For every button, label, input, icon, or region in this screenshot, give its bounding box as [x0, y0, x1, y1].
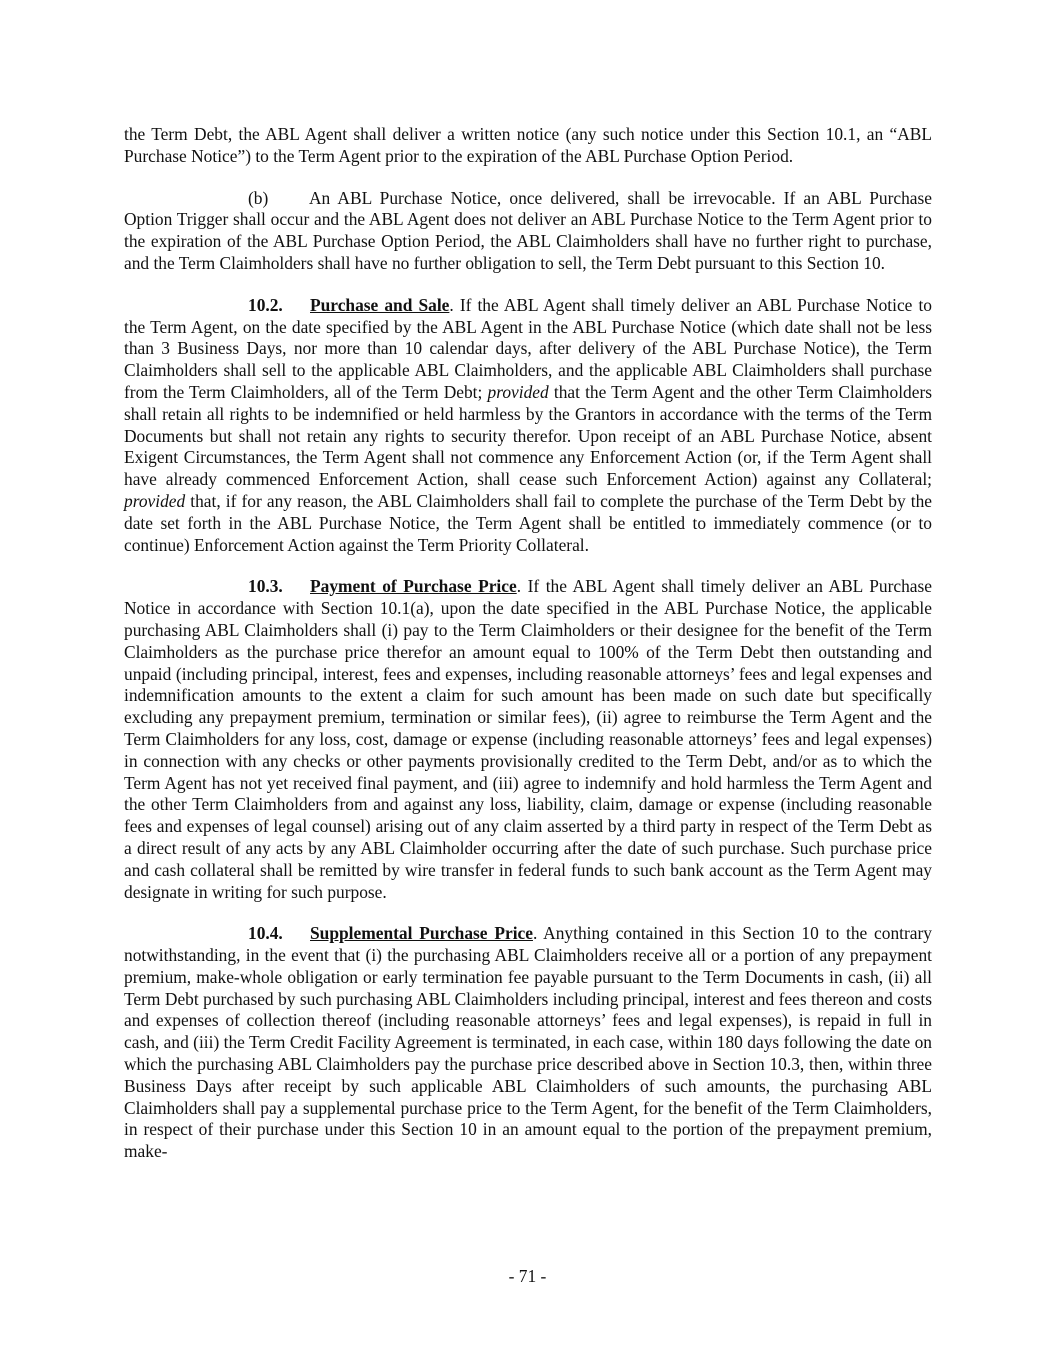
- section-10-3-number: 10.3.: [248, 576, 283, 597]
- section-10-2-text-b: that the Term Agent and the other Term Claimholders shall retain all rights to be indemnified or held harmless by the Grantors in accordance with the terms of the Term Documents but shall not retain any rights to security therefor. Upon receipt of an ABL Purchase Notice, absent Exigent Circumstances, the Term Agent shall not commence any Enforcement Action (or, if the Term Agent shall have already commenced Enforcement Action, shall cease such Enforcement Action) against any Collateral;: [124, 381, 933, 490]
- section-10-3-title: Payment of Purchase Price: [310, 576, 517, 597]
- paragraph-b-text: An ABL Purchase Notice, once delivered, shall be irrevocable. If an ABL Purchase Option Trigger shall occur and the ABL Agent does not deliver an ABL Purchase Notice to the Term Agent prior to the expiration of the ABL Purchase Option Period, the ABL Claimholders shall have no further right to purchase, and the Term Claimholders shall have no further obligation to sell, the Term Debt pursuant to this Section 10.: [124, 187, 932, 273]
- section-10-3-text: . If the ABL Agent shall timely deliver an ABL Purchase Notice in accordance with Section 10.1(a), upon the date specified in the ABL Purchase Notice, the applicable purchasing ABL Claimholders shall (i) pay to the Term Claimholders or their designee for the benefit of the Term Claimholders as the purchase price therefor an amount equal to 100% of the Term Debt then outstanding and unpaid (including principal, interest, fees and expenses, including reasonable attorneys’ fees and legal expenses and indemnification amounts to the extent a claim for such amount has been made on such date but specifically excluding any prepayment premium, termination or similar fees), (ii) agree to reimburse the Term Agent and the Term Claimholders for any loss, cost, damage or expense (including reasonable attorneys’ fees and legal expenses) in connection with any checks or other payments provisionally credited to the Term Debt, and/or as to which the Term Agent has not yet received final payment, and (iii) agree to indemnify and hold harmless the Term Agent and the other Term Claimholders from and against any loss, liability, claim, damage or expense (including reasonable fees and expenses of legal counsel) arising out of any claim asserted by a third party in respect of the Term Debt as a direct result of any acts by any ABL Claimholder occurring after the date of such purchase. Such purchase price and cash collateral shall be remitted by wire transfer in federal funds to such bank account as the Term Agent may designate in writing for such purpose.: [124, 576, 932, 902]
- section-10-2-number: 10.2.: [248, 294, 283, 315]
- section-10-4-title: Supplemental Purchase Price: [310, 923, 533, 944]
- section-10-4: [124, 923, 932, 1163]
- section-10-4-text: . Anything contained in this Section 10 to the contrary notwithstanding, in the event that (i) the purchasing ABL Claimholders receive all or a portion of any prepayment premium, make-whole obligation or early termination fee payable pursuant to the Term Documents in cash, (ii) all Term Debt purchased by such purchasing ABL Claimholders including principal, interest and fees thereon and costs and expenses of collection thereof (including reasonable attorneys’ fees and legal expenses), is repaid in full in cash, and (iii) the Term Credit Facility Agreement is terminated, in each case, within 180 days following the date on which the purchasing ABL Claimholders pay the purchase price described above in Section 10.3, then, within three Business Days after receipt by such applicable ABL Claimholders of such amounts, the purchasing ABL Claimholders shall pay a supplemental purchase price to the Term Agent, for the benefit of the Term Claimholders, in respect of their purchase under this Section 10 in an amount equal to the portion of the prepayment premium, make-: [124, 923, 932, 1162]
- section-10-2-provided-1: provided: [487, 381, 549, 402]
- paragraph-continuation: the Term Debt, the ABL Agent shall deliver a written notice (any such notice under this Section 10.1, an “ABL Purchase Notice”) to the Term Agent prior to the expiration of the ABL Purchase Option Period.: [124, 124, 932, 166]
- section-10-4-number: 10.4.: [248, 923, 283, 944]
- section-10-2: [124, 295, 932, 557]
- section-10-3: [124, 576, 932, 903]
- page-number: - 71 -: [508, 1266, 547, 1286]
- document-page: [124, 124, 932, 1183]
- section-10-2-provided-2: provided: [124, 490, 186, 511]
- paragraph-b-label: (b): [248, 187, 269, 208]
- paragraph-b: [124, 188, 932, 275]
- section-10-2-text-c: that, if for any reason, the ABL Claimholders shall fail to complete the purchase of the Term Debt by the date set forth in the ABL Purchase Notice, the Term Agent shall be entitled to immediately commence (or to continue) Enforcement Action against the Term Priority Collateral.: [124, 490, 932, 555]
- section-10-2-text-a: . If the ABL Agent shall timely deliver an ABL Purchase Notice to the Term Agent, on the date specified by the ABL Agent in the ABL Purchase Notice (which date shall not be less than 3 Business Days, nor more than 10 calendar days, after delivery of the ABL Purchase Notice), the Term Claimholders shall sell to the applicable ABL Claimholders, and the applicable ABL Claimholders shall purchase from the Term Claimholders, all of the Term Debt;: [124, 294, 932, 402]
- section-10-2-title: Purchase and Sale: [310, 294, 450, 315]
